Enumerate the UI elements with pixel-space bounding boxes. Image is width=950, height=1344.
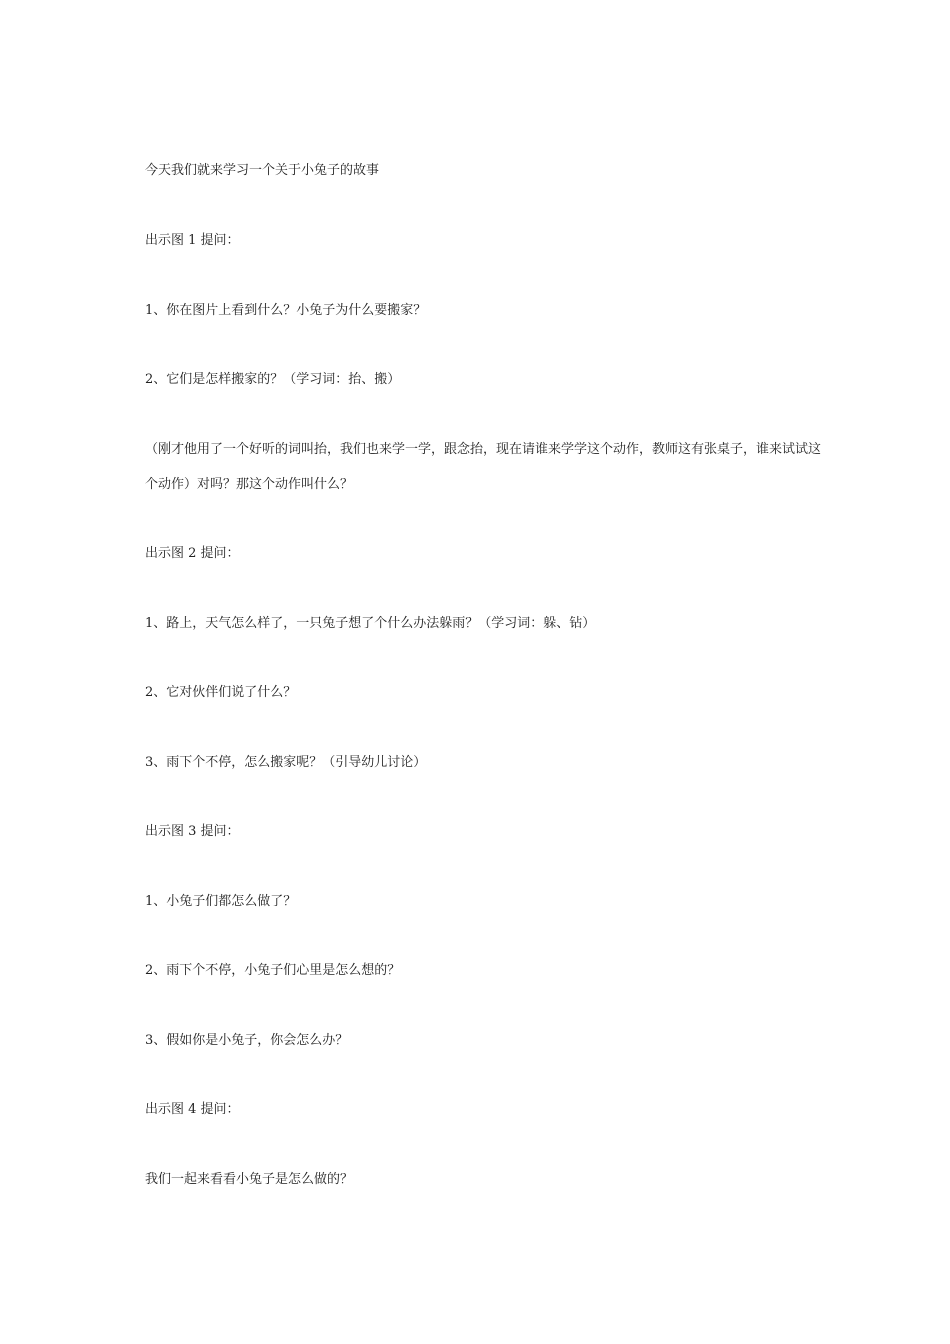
question-paragraph: 2、雨下个不停，小兔子们心里是怎么想的？ — [145, 963, 401, 978]
explanation-paragraph: （刚才他用了一个好听的词叫抬，我们也来学一学，跟念抬，现在请谁来学学这个动作，教师这有张桌子，谁来试试这个动作）对吗？那这个动作叫什么？ — [145, 442, 822, 492]
question-paragraph: 1、小兔子们都怎么做了？ — [145, 894, 297, 909]
question-paragraph: 3、假如你是小兔子，你会怎么办？ — [145, 1033, 349, 1048]
question-paragraph: 2、它对伙伴们说了什么？ — [145, 685, 297, 700]
question-paragraph: 1、你在图片上看到什么？小兔子为什么要搬家？ — [145, 303, 427, 318]
closing-paragraph: 我们一起来看看小兔子是怎么做的？ — [145, 1172, 354, 1187]
question-paragraph: 2、它们是怎样搬家的？（学习词：抬、搬） — [145, 372, 401, 387]
intro-paragraph: 今天我们就来学习一个关于小兔子的故事 — [145, 163, 380, 178]
section-heading-picture-1: 出示图 1 提问： — [145, 233, 240, 248]
section-heading-picture-3: 出示图 3 提问： — [145, 824, 240, 839]
section-heading-picture-4: 出示图 4 提问： — [145, 1102, 240, 1117]
question-paragraph: 3、雨下个不停，怎么搬家呢？（引导幼儿讨论） — [145, 755, 427, 770]
question-paragraph: 1、路上，天气怎么样了，一只兔子想了个什么办法躲雨？（学习词：躲、钻） — [145, 616, 596, 631]
section-heading-picture-2: 出示图 2 提问： — [145, 546, 240, 561]
